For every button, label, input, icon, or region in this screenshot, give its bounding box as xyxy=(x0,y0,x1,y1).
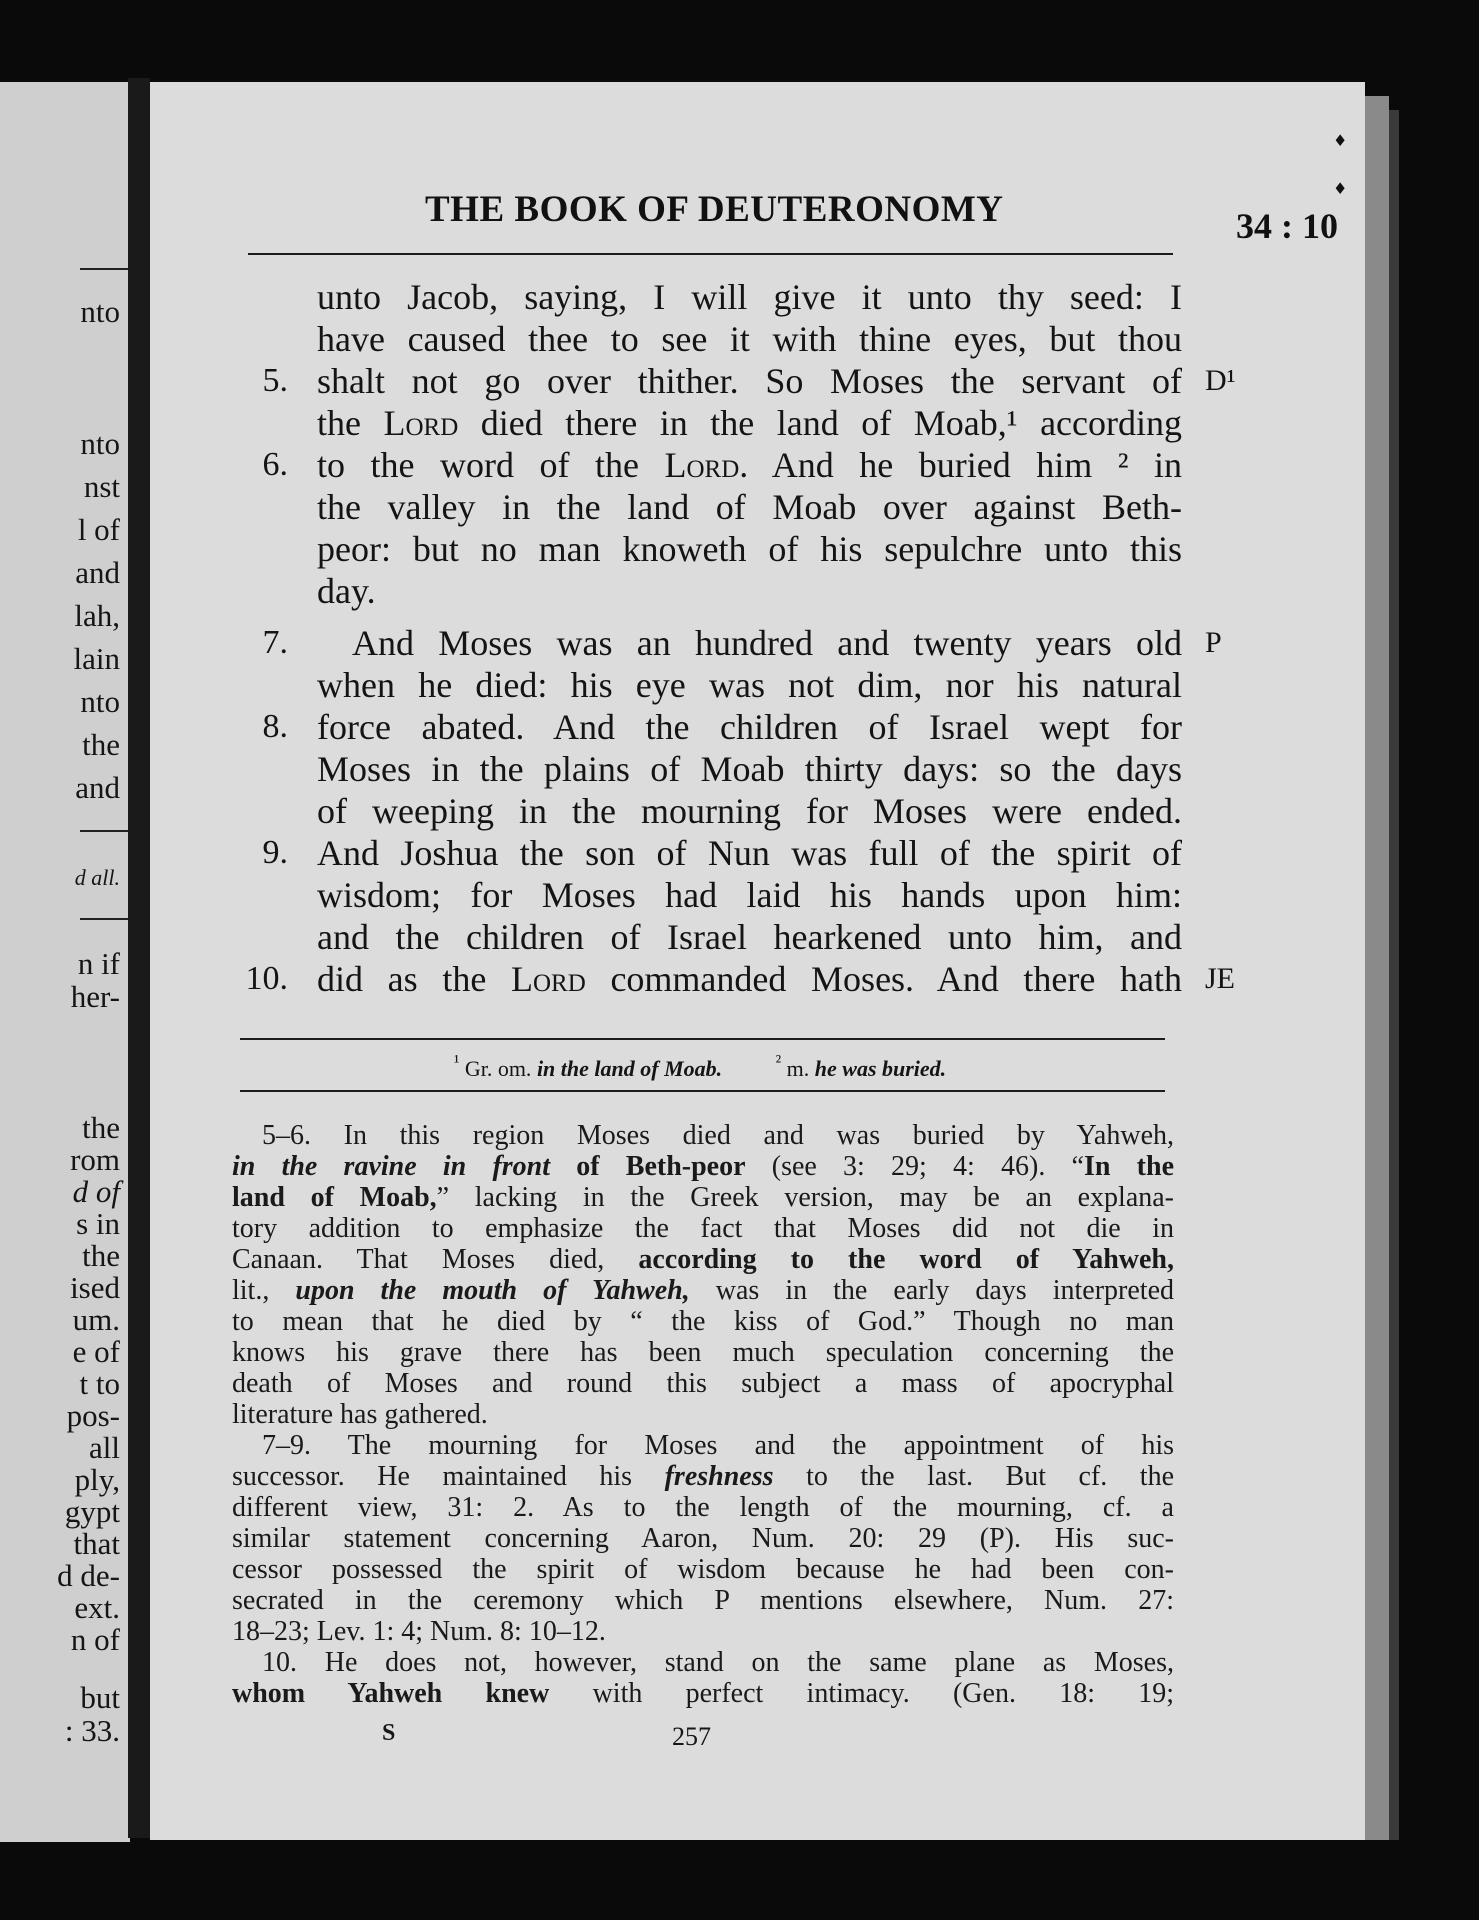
verse-line: shalt not go over thither. So Moses the servant of xyxy=(317,361,1182,401)
verse-line: And Joshua the son of Nun was full of the spirit of xyxy=(317,833,1182,873)
chapter-verse-reference: 34 : 10 xyxy=(1236,206,1338,246)
text-fragment: lah, xyxy=(74,598,120,633)
text-fragment: e of xyxy=(72,1334,120,1369)
verse-line: Moses in the plains of Moab thirty days: so the days xyxy=(317,749,1182,789)
verse-line: day. xyxy=(317,571,376,611)
verse-line: of weeping in the mourning for Moses were ended. xyxy=(317,791,1182,831)
text-fragment: t to xyxy=(79,1366,120,1401)
text-fragment: rom xyxy=(70,1142,120,1177)
commentary-line: knows his grave there has been much speculation concerning the xyxy=(232,1337,1174,1368)
text-fragment: the xyxy=(82,727,120,762)
text-fragment: n if xyxy=(77,946,120,981)
verse-number: 6. xyxy=(262,446,288,483)
divider xyxy=(80,268,130,270)
commentary-line: 5–6. In this region Moses died and was buried by Yahweh, xyxy=(262,1120,1174,1151)
text-fragment: s in xyxy=(76,1206,120,1241)
commentary-line: to mean that he died by “ the kiss of God.” Though no man xyxy=(232,1306,1174,1337)
text-fragment: um. xyxy=(72,1302,120,1337)
verse-line: And Moses was an hundred and twenty years old xyxy=(352,623,1182,663)
text-fragment: the xyxy=(82,1110,120,1145)
source-siglum: D¹ xyxy=(1205,364,1236,397)
text-fragment: l of xyxy=(77,512,120,547)
verse-number: 9. xyxy=(262,834,288,871)
page-number: 257 xyxy=(672,1722,711,1751)
text-fragment: n of xyxy=(70,1622,120,1657)
commentary-line: tory addition to emphasize the fact that Moses did not die in xyxy=(232,1213,1174,1244)
footnote-rule xyxy=(240,1038,1165,1040)
text-fragment: nto xyxy=(80,684,120,719)
verse-line: the Lord died there in the land of Moab,¹ according xyxy=(317,403,1182,443)
verse-line: to the word of the Lord. And he buried him ² in xyxy=(317,445,1183,485)
facing-page-left xyxy=(0,82,130,1842)
commentary-line: successor. He maintained his freshness to the last. But cf. the xyxy=(232,1461,1174,1492)
commentary-line: cessor possessed the spirit of wisdom because he had been con- xyxy=(232,1554,1174,1585)
signature-mark: S xyxy=(382,1720,396,1746)
verse-line: have caused thee to see it with thine eyes, but thou xyxy=(317,319,1182,359)
footnote-2: $^{^2}$ m. he was buried. xyxy=(775,1052,947,1082)
commentary-line: land of Moab,” lacking in the Greek version, may be an explana- xyxy=(232,1182,1174,1213)
running-head: THE BOOK OF DEUTERONOMY xyxy=(425,189,1004,230)
source-siglum: P xyxy=(1205,626,1222,659)
commentary-rule xyxy=(240,1090,1165,1092)
verse-number: 5. xyxy=(262,362,288,399)
text-fragment: gypt xyxy=(64,1494,120,1529)
diamond-ornament-icon: ♦ xyxy=(1333,179,1348,198)
page-edge xyxy=(1365,96,1389,1840)
verse-line: did as the Lord commanded Moses. And there hath xyxy=(317,959,1182,999)
text-fragment: and xyxy=(75,770,120,805)
verse-line: the valley in the land of Moab over against Beth- xyxy=(317,487,1182,527)
commentary-line: death of Moses and round this subject a mass of apocryphal xyxy=(232,1368,1174,1399)
text-fragment: nto xyxy=(80,426,120,461)
commentary-line: secrated in the ceremony which P mentions elsewhere, Num. 27: xyxy=(232,1585,1174,1616)
header-rule xyxy=(248,253,1173,255)
divider xyxy=(80,918,130,920)
text-fragment: d de- xyxy=(57,1558,120,1593)
page-edge xyxy=(1389,110,1399,1840)
footnote-1: $^{^1}$ Gr. om. in the land of Moab. xyxy=(453,1052,723,1082)
verse-number: 7. xyxy=(262,624,288,661)
verse-line: wisdom; for Moses had laid his hands upon him: xyxy=(317,875,1182,915)
verse-line: force abated. And the children of Israel wept for xyxy=(317,707,1182,747)
verse-line: unto Jacob, saying, I will give it unto thy seed: I xyxy=(317,277,1182,317)
commentary-line: whom Yahweh knew with perfect intimacy. (Gen. 18: 19; xyxy=(232,1678,1175,1709)
verse-number: 10. xyxy=(245,960,288,997)
verse-line: peor: but no man knoweth of his sepulchre unto this xyxy=(317,529,1182,569)
commentary-line: Canaan. That Moses died, according to the word of Yahweh, xyxy=(232,1244,1174,1275)
commentary-line: similar statement concerning Aaron, Num. 20: 29 (P). His suc- xyxy=(232,1523,1174,1554)
book-gutter xyxy=(128,78,150,1838)
commentary-line: lit., upon the mouth of Yahweh, was in the early days interpreted xyxy=(232,1275,1174,1306)
text-fragment: all xyxy=(89,1430,120,1465)
text-fragment: nto xyxy=(80,294,120,329)
commentary-line: different view, 31: 2. As to the length of the mourning, cf. a xyxy=(232,1492,1174,1523)
commentary-line: 7–9. The mourning for Moses and the appointment of his xyxy=(262,1430,1174,1461)
text-fragment: the xyxy=(82,1238,120,1273)
text-fragment: d all. xyxy=(74,865,120,890)
divider xyxy=(80,830,130,832)
text-fragment: ply, xyxy=(74,1462,120,1497)
verse-line: and the children of Israel hearkened unto him, and xyxy=(317,917,1182,957)
verse-line: when he died: his eye was not dim, nor his natural xyxy=(317,665,1182,705)
footnotes xyxy=(235,1052,1165,1082)
text-fragment: pos- xyxy=(66,1398,120,1433)
text-fragment: lain xyxy=(73,641,120,676)
commentary-line: 10. He does not, however, stand on the same plane as Moses, xyxy=(262,1647,1174,1678)
text-fragment: and xyxy=(75,555,120,590)
text-fragment: d of xyxy=(72,1174,120,1209)
text-fragment: but xyxy=(80,1680,120,1715)
text-fragment: ext. xyxy=(74,1590,120,1625)
commentary-line: 18–23; Lev. 1: 4; Num. 8: 10–12. xyxy=(232,1616,606,1647)
text-fragment: : 33. xyxy=(64,1713,120,1748)
text-fragment: her- xyxy=(70,979,120,1014)
commentary-line: in the ravine in front of Beth-peor (see 3: 29; 4: 46). “In the xyxy=(232,1151,1175,1182)
text-fragment: ised xyxy=(70,1270,120,1305)
commentary-line: literature has gathered. xyxy=(232,1399,488,1430)
source-siglum: JE xyxy=(1205,962,1235,995)
text-fragment: that xyxy=(73,1526,120,1561)
verse-number: 8. xyxy=(262,708,288,745)
diamond-ornament-icon: ♦ xyxy=(1333,131,1348,150)
text-fragment: nst xyxy=(83,469,120,504)
